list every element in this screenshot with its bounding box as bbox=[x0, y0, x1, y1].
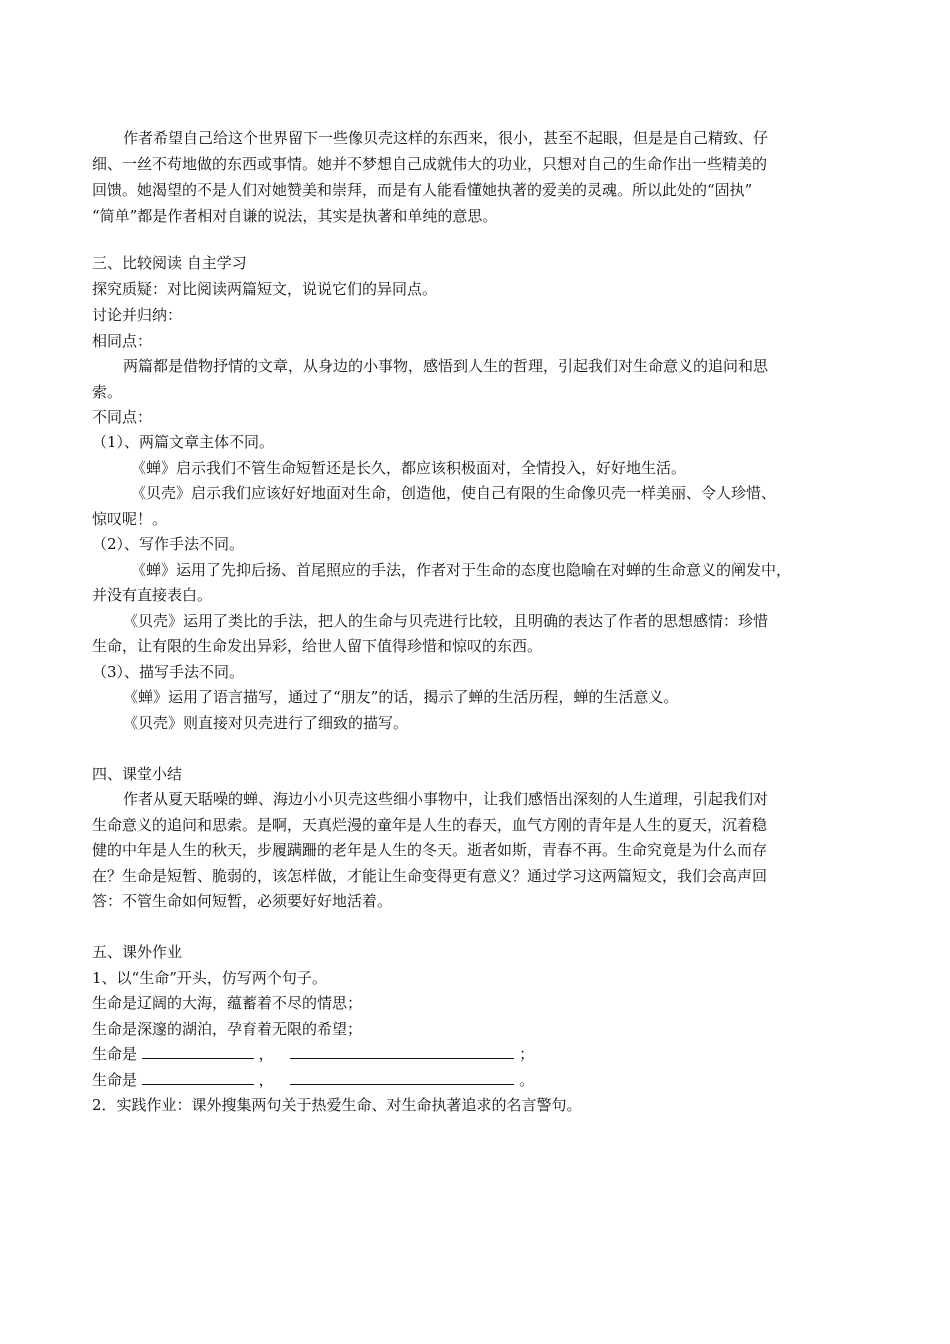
section4-heading: 四、课堂小结 bbox=[92, 765, 183, 783]
same-text-line-1: 两篇都是借物抒情的文章，从身边的小事物，感悟到人生的哲理，引起我们对生命意义的追问和思 bbox=[123, 357, 769, 375]
task1: 1、以“生命”开头，仿写两个句子。 bbox=[92, 969, 327, 987]
fill-blank[interactable] bbox=[290, 1070, 514, 1085]
diff1-b-line-2: 惊叹呢！。 bbox=[92, 510, 168, 528]
same-text-line-2: 索。 bbox=[92, 383, 123, 401]
fill-blank[interactable] bbox=[142, 1044, 254, 1059]
fill-blank[interactable] bbox=[290, 1044, 514, 1059]
intro-line-2: 细、一丝不苟地做的东西或事情。她并不梦想自己成就伟大的功业，只想对自己的生命作出一些精美的 bbox=[92, 155, 768, 173]
same-label: 相同点： bbox=[92, 332, 153, 350]
diff2-title: （2）、写作手法不同。 bbox=[92, 535, 245, 553]
end-punct: 。 bbox=[519, 1071, 535, 1089]
summary-line-3: 健的中年是人生的秋天，步履蹒跚的老年是人生的冬天。逝者如斯，青春不再。生命究竟是为什么而存 bbox=[92, 841, 768, 859]
fill-prefix: 生命是 bbox=[92, 1045, 138, 1063]
fill-prefix: 生命是 bbox=[92, 1071, 138, 1089]
summary-line-2: 生命意义的追问和思索。是啊，天真烂漫的童年是人生的春天，血气方刚的青年是人生的夏天，沉着稳 bbox=[92, 816, 768, 834]
diff2-b-line-1: 《贝壳》运用了类比的手法，把人的生命与贝壳进行比较，且明确的表达了作者的思想感情：珍惜 bbox=[123, 612, 769, 630]
summary-line-4: 在？生命是短暂、脆弱的，该怎样做，才能让生命变得更有意义？通过学习这两篇短文，我们会高声回 bbox=[92, 867, 768, 885]
summary-line-1: 作者从夏天聒噪的蝉、海边小小贝壳这些细小事物中，让我们感悟出深刻的人生道理，引起我们对 bbox=[123, 790, 769, 808]
diff1-b-line-1: 《贝壳》启示我们应该好好地面对生命，创造他，使自己有限的生命像贝壳一样美丽、令人珍惜、 bbox=[131, 484, 777, 502]
task2: 2．实践作业：课外搜集两句关于热爱生命、对生命执著追求的名言警句。 bbox=[92, 1096, 582, 1114]
fill-line-2 bbox=[92, 1070, 534, 1090]
intro-line-3: 回馈。她渴望的不是人们对她赞美和崇拜，而是有人能看懂她执著的爱美的灵魂。所以此处的“固执” bbox=[92, 181, 753, 199]
diff3-title: （3）、描写手法不同。 bbox=[92, 663, 245, 681]
diff1-title: （1）、两篇文章主体不同。 bbox=[92, 433, 275, 451]
diff3-a: 《蝉》运用了语言描写，通过了“朋友”的话，揭示了蝉的生活历程，蝉的生活意义。 bbox=[123, 688, 679, 706]
section3-discuss: 讨论并归纳： bbox=[92, 306, 183, 324]
example-1: 生命是辽阔的大海，蕴蓄着不尽的情思； bbox=[92, 994, 363, 1012]
end-punct: ； bbox=[519, 1045, 535, 1063]
diff1-a: 《蝉》启示我们不管生命短暂还是长久，都应该积极面对，全情投入，好好地生活。 bbox=[131, 459, 687, 477]
diff2-a-line-1: 《蝉》运用了先抑后扬、首尾照应的手法，作者对于生命的态度也隐喻在对蝉的生命意义的阐发中， bbox=[131, 561, 792, 579]
intro-line-1: 作者希望自己给这个世界留下一些像贝壳这样的东西来，很小，甚至不起眼，但是是自己精致、仔 bbox=[123, 129, 769, 147]
fill-blank[interactable] bbox=[142, 1070, 254, 1085]
example-2: 生命是深邃的湖泊，孕育着无限的希望； bbox=[92, 1020, 363, 1038]
diff2-b-line-2: 生命，让有限的生命发出异彩，给世人留下值得珍惜和惊叹的东西。 bbox=[92, 637, 543, 655]
diff-label: 不同点： bbox=[92, 408, 153, 426]
section5-heading: 五、课外作业 bbox=[92, 943, 183, 961]
section3-heading: 三、比较阅读 自主学习 bbox=[92, 254, 247, 272]
diff3-b: 《贝壳》则直接对贝壳进行了细致的描写。 bbox=[123, 714, 409, 732]
diff2-a-line-2: 并没有直接表白。 bbox=[92, 586, 213, 604]
fill-line-1 bbox=[92, 1044, 534, 1064]
summary-line-5: 答：不管生命如何短暂，必须要好好地活着。 bbox=[92, 892, 393, 910]
comma: ， bbox=[258, 1071, 274, 1089]
comma: ， bbox=[258, 1045, 274, 1063]
intro-line-4: “简单”都是作者相对自谦的说法，其实是执著和单纯的意思。 bbox=[92, 207, 498, 225]
section3-prompt: 探究质疑：对比阅读两篇短文，说说它们的异同点。 bbox=[92, 280, 438, 298]
